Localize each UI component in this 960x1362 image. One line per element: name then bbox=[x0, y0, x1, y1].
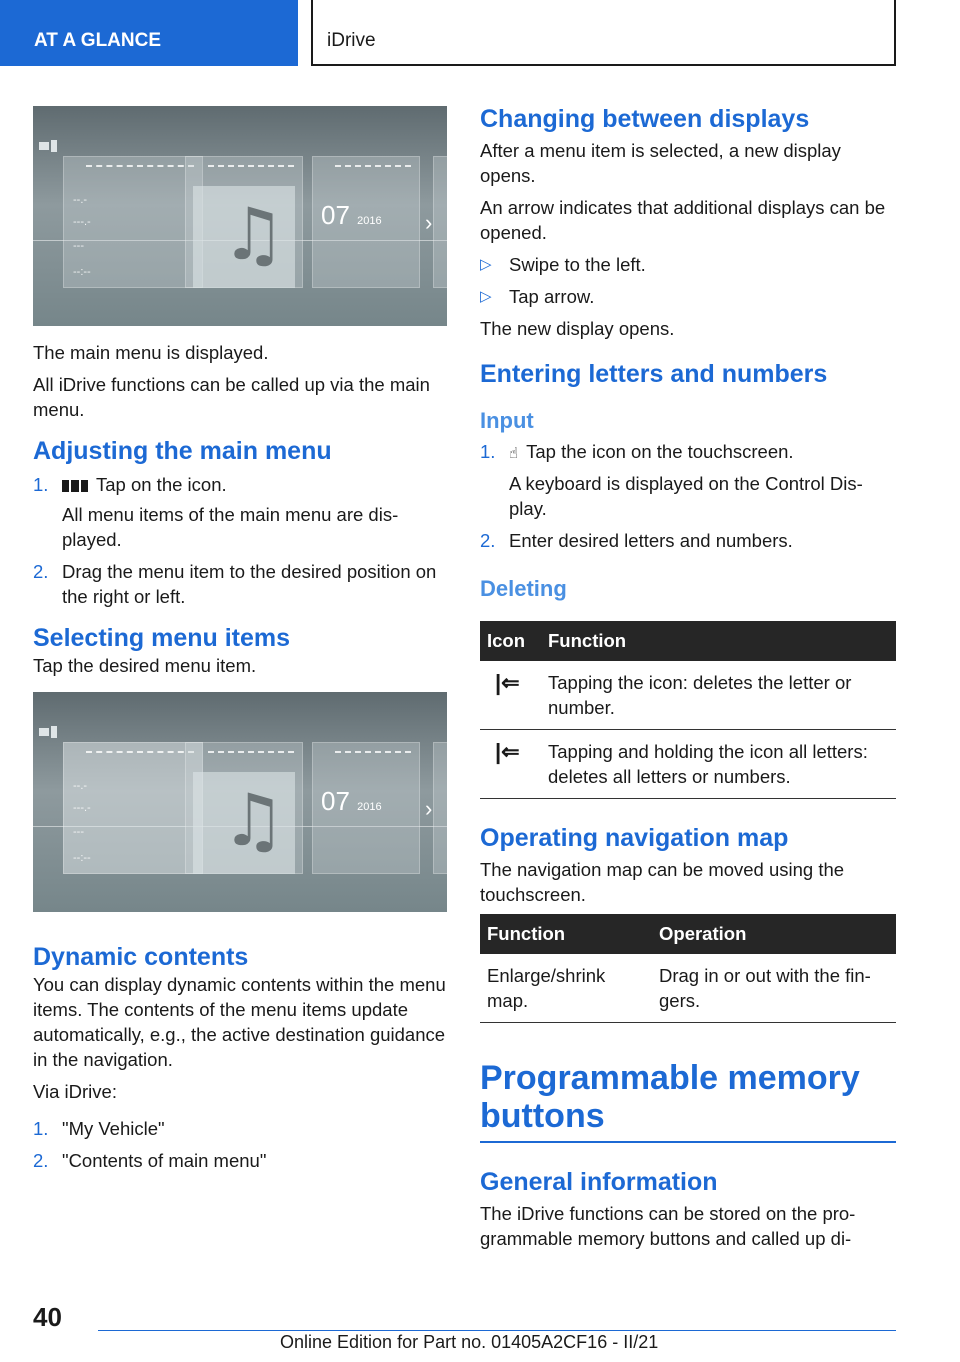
backspace-icon: |⇐ bbox=[480, 730, 541, 799]
column-header: Operation bbox=[652, 914, 896, 954]
menu-row: ---.- bbox=[73, 802, 91, 814]
music-note-icon: ♫ bbox=[193, 772, 295, 874]
date-display: 07 2016 bbox=[321, 786, 382, 816]
menu-row: --.- bbox=[73, 780, 88, 792]
heading-dynamic-contents: Dynamic contents bbox=[33, 943, 249, 971]
chevron-right-icon: › bbox=[425, 796, 433, 821]
chevron-right-icon: › bbox=[425, 210, 433, 235]
menu-item-screenshot bbox=[33, 692, 447, 912]
list-item: 1. Tap on the icon. bbox=[33, 474, 227, 495]
display-icon bbox=[39, 140, 57, 152]
heading-input: Input bbox=[480, 408, 534, 433]
table-row: |⇐ Tapping and holding the icon all letters: deletes all letters or numbers. bbox=[480, 730, 896, 799]
paragraph: The main menu is displayed. bbox=[33, 342, 269, 363]
footer-divider bbox=[98, 1330, 896, 1331]
paragraph: Tap the desired menu item. bbox=[33, 655, 257, 676]
list-item: 1. ☝ Tap the icon on the touchscreen. bbox=[480, 439, 896, 466]
heading-deleting: Deleting bbox=[480, 576, 567, 601]
display-icon bbox=[39, 726, 57, 738]
date-display: 07 2016 bbox=[321, 200, 382, 230]
table-row: |⇐ Tapping the icon: deletes the letter or number. bbox=[480, 661, 896, 730]
list-item: 2. Enter desired letters and numbers. bbox=[480, 530, 793, 551]
heading-entering-letters: Entering letters and numbers bbox=[480, 360, 828, 388]
heading-selecting-items: Selecting menu items bbox=[33, 624, 291, 652]
list-item: ▷ Swipe to the left. bbox=[480, 254, 646, 275]
heading-general-information: General information bbox=[480, 1168, 718, 1196]
triangle-bullet-icon: ▷ bbox=[480, 256, 492, 273]
menu-row: --:-- bbox=[73, 852, 91, 864]
paragraph: An arrow indicates that additional displays can be opened. bbox=[480, 197, 886, 243]
paragraph: You can display dynamic contents within the menu items. The contents of the menu items update automatically, e.g., the active destination guidance in the navigation. bbox=[33, 974, 446, 1070]
footer-edition: Online Edition for Part no. 01405A2CF16 - II/21 bbox=[280, 1332, 659, 1352]
heading-navigation-map: Operating navigation map bbox=[480, 824, 789, 852]
menu-row: --.- bbox=[73, 194, 88, 206]
list-item-detail: All menu items of the main menu are dis‐played. bbox=[62, 504, 399, 550]
chapter-title: iDrive bbox=[327, 30, 376, 51]
heading-programmable-buttons: Programmable memory buttons bbox=[480, 1059, 896, 1143]
left-column bbox=[33, 106, 447, 1180]
column-header: Function bbox=[480, 914, 652, 954]
menu-row: --- bbox=[73, 826, 84, 838]
list-item: ▷ Tap arrow. bbox=[480, 286, 595, 307]
paragraph: The iDrive functions can be stored on the pro‐grammable memory buttons and called up di‐ bbox=[480, 1203, 856, 1249]
column-header: Icon bbox=[480, 621, 541, 661]
section-title: AT A GLANCE bbox=[34, 30, 162, 51]
touch-icon: ☝ bbox=[509, 444, 519, 462]
list-item: 1. "My Vehicle" bbox=[33, 1118, 165, 1139]
list-item: 2. Drag the menu item to the desired position on the right or left. bbox=[33, 561, 437, 607]
list-item: 2. "Contents of main menu" bbox=[33, 1150, 267, 1171]
paragraph: The navigation map can be moved using the touchscreen. bbox=[480, 859, 845, 905]
heading-changing-displays: Changing between displays bbox=[480, 105, 810, 133]
navigation-table bbox=[480, 914, 896, 1023]
chapter-tab bbox=[311, 0, 896, 66]
paragraph: Via iDrive: bbox=[33, 1081, 117, 1102]
menu-row: ---.- bbox=[73, 216, 91, 228]
heading-adjusting-menu: Adjusting the main menu bbox=[33, 437, 332, 465]
menu-row: --- bbox=[73, 240, 84, 252]
main-menu-screenshot bbox=[33, 106, 447, 326]
list-item-detail: A keyboard is displayed on the Control Dis‐play. bbox=[509, 473, 863, 519]
music-note-icon: ♫ bbox=[193, 186, 295, 288]
section-tab bbox=[0, 0, 298, 66]
paragraph: After a menu item is selected, a new display opens. bbox=[480, 140, 841, 186]
column-header: Function bbox=[541, 621, 896, 661]
menu-row: --:-- bbox=[73, 266, 91, 278]
backspace-icon: |⇐ bbox=[480, 661, 541, 730]
table-row: Enlarge/shrink map. Drag in or out with the fin‐gers. bbox=[480, 954, 896, 1023]
right-column bbox=[480, 100, 896, 1258]
paragraph: The new display opens. bbox=[480, 318, 675, 339]
page-number: 40 bbox=[33, 1302, 62, 1332]
paragraph: All iDrive functions can be called up via the main menu. bbox=[33, 374, 430, 420]
triangle-bullet-icon: ▷ bbox=[480, 288, 492, 305]
menu-card-more bbox=[433, 156, 447, 288]
menu-grid-icon bbox=[62, 480, 88, 492]
delete-table bbox=[480, 621, 896, 799]
menu-card-more bbox=[433, 742, 447, 874]
